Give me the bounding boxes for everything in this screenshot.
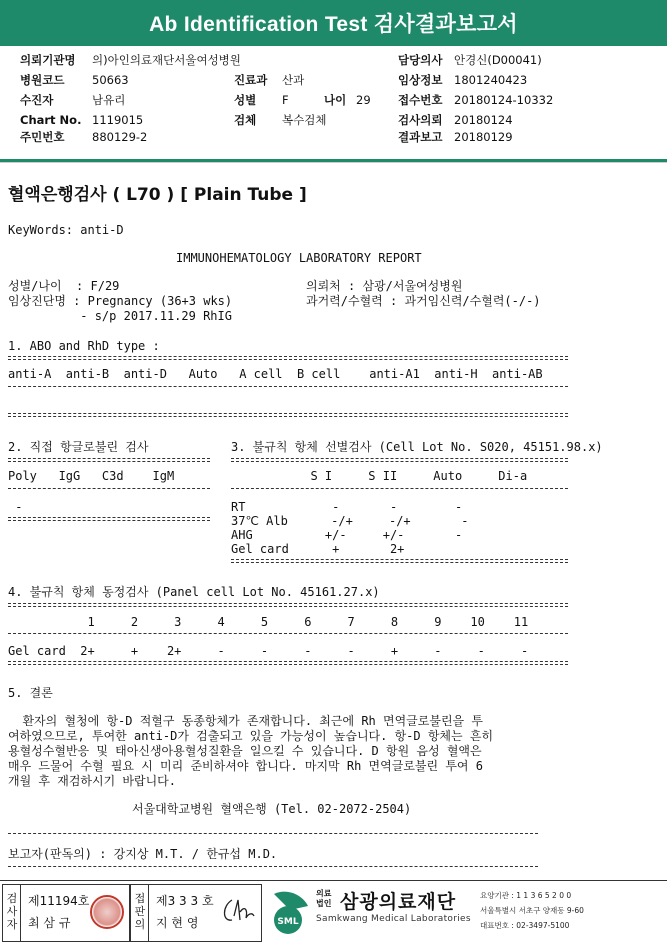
hospital-code-value: 50663 xyxy=(92,73,129,87)
conclusion-line: 환자의 혈청에 항-D 적혈구 동종항체가 존재합니다. 최근에 Rh 면역글로불린을 투 xyxy=(8,714,483,728)
s2-headers: Poly IgG C3d IgM xyxy=(8,469,175,483)
conclusion-line: 개월 후 재검하시기 바랍니다. xyxy=(8,774,177,788)
test-request xyxy=(398,113,513,127)
company-name: 삼광의료재단 xyxy=(340,891,457,913)
sex-label: 성별 xyxy=(234,93,257,107)
confirmer-license: 제3 3 3 호 xyxy=(156,894,214,908)
specimen-value: 복수검체 xyxy=(282,113,327,127)
s1-rule-top xyxy=(8,356,568,360)
conclusion-line: 여하였으므로, 투여한 anti-D가 검출되고 있을 가능성이 높습니다. 항-D 항체는 흔히 xyxy=(8,729,494,743)
section-title: 혈액은행검사 ( L70 ) [ Plain Tube ] xyxy=(8,185,307,205)
s2-rule-top xyxy=(8,458,210,462)
receipt-no xyxy=(398,93,554,107)
reporter-rule-bottom xyxy=(8,866,538,867)
s3-row-ahg: AHG +/- +/- - xyxy=(231,528,463,542)
sex-age-line: 성별/나이 : F/29 xyxy=(8,279,120,293)
confirmer-signature-icon xyxy=(218,894,256,928)
company-address: 서울특별시 서초구 양재동 9-60 xyxy=(480,906,584,915)
s3-row-rt: RT - - - xyxy=(231,500,463,514)
inspector-divider xyxy=(20,884,21,942)
s3-rule-top xyxy=(231,458,568,462)
specimen xyxy=(234,113,327,127)
age-label: 나이 xyxy=(324,93,347,107)
clinical-line: 임상진단명 : Pregnancy (36+3 wks) xyxy=(8,294,233,308)
sml-logo-text: SML xyxy=(277,917,299,927)
clinical-info-label: 임상정보 xyxy=(398,73,443,87)
company-prefix: 의료 법인 xyxy=(316,889,332,908)
s1-rule-bottom xyxy=(8,413,568,417)
s3-row-37c: 37℃ Alb -/+ -/+ - xyxy=(231,514,469,528)
age-value: 29 xyxy=(356,93,371,107)
hospital-code xyxy=(20,73,129,87)
test-request-label: 검사의뢰 xyxy=(398,113,443,127)
s2-rule-bottom xyxy=(8,517,210,521)
company-license: 요양기관 : 1 1 3 6 5 2 0 0 xyxy=(480,891,572,900)
clinical-info-value: 1801240423 xyxy=(454,73,528,87)
receipt-no-value: 20180124-10332 xyxy=(454,93,554,107)
s3-rule-bottom xyxy=(231,559,568,563)
s5-title: 5. 결론 xyxy=(8,686,53,700)
s4-rule-top xyxy=(8,603,568,607)
company-phone: 대표번호 : 02-3497-5100 xyxy=(480,921,570,930)
patient xyxy=(20,93,126,107)
confirmer-label: 접판의 xyxy=(134,892,146,931)
report-title: Ab Identification Test 검사결과보고서 xyxy=(0,0,667,46)
doctor xyxy=(398,53,542,67)
result-report xyxy=(398,130,513,144)
inspector-name: 최 삼 규 xyxy=(28,916,71,930)
resident-no xyxy=(20,130,148,144)
resident-no-value: 880129-2 xyxy=(92,130,148,144)
receipt-no-label: 접수번호 xyxy=(398,93,443,107)
conclusion-line: 매우 드물어 수혈 필요 시 미리 준비하셔야 합니다. 마지막 Rh 면역글로불린 투여 6 xyxy=(8,759,483,773)
s4-row: Gel card 2+ + 2+ - - - - + - - - xyxy=(8,644,529,658)
keywords: KeyWords: anti-D xyxy=(8,223,124,237)
clinical-line-2: - s/p 2017.11.29 RhIG xyxy=(8,309,232,323)
requesting-org xyxy=(20,53,241,67)
hospital-code-label: 병원코드 xyxy=(20,73,65,87)
s1-title: 1. ABO and RhD type : xyxy=(8,339,160,353)
s1-headers: anti-A anti-B anti-D Auto A cell B cell anti-A1 anti-H anti-AB xyxy=(8,367,543,381)
referral-line: 의뢰처 : 삼광/서울여성병원 xyxy=(306,279,463,293)
chart-no-label: Chart No. xyxy=(20,113,82,127)
patient-value: 남유리 xyxy=(92,93,126,107)
inspector-license: 제11194호 xyxy=(28,894,90,908)
clinical-info xyxy=(398,73,528,87)
chart-no xyxy=(20,113,144,127)
doctor-label: 담당의사 xyxy=(398,53,443,67)
resident-no-label: 주민번호 xyxy=(20,130,65,144)
reporter-rule-top xyxy=(8,833,538,834)
s4-headers: 1 2 3 4 5 6 7 8 9 10 11 xyxy=(8,615,529,629)
confirmer-divider xyxy=(148,884,149,942)
age xyxy=(324,93,371,107)
doctor-value: 안경신(D00041) xyxy=(454,53,542,67)
result-report-value: 20180129 xyxy=(454,130,513,144)
s2-title: 2. 직접 항글로불린 검사 xyxy=(8,440,149,454)
patient-label: 수진자 xyxy=(20,93,54,107)
department-value: 산과 xyxy=(282,73,305,87)
s2-values: - xyxy=(8,500,23,514)
s3-rule-mid xyxy=(231,488,568,489)
test-request-value: 20180124 xyxy=(454,113,513,127)
s4-rule-bottom xyxy=(8,661,568,665)
department-label: 진료과 xyxy=(234,73,268,87)
confirmer-name: 지 현 영 xyxy=(156,916,199,930)
sex xyxy=(234,93,289,107)
s1-rule-mid xyxy=(8,386,568,387)
requesting-org-label: 의뢰기관명 xyxy=(20,53,76,67)
reporter-line: 보고자(판독의) : 강지상 M.T. / 한규섭 M.D. xyxy=(8,847,278,861)
header-divider-shadow xyxy=(0,162,667,163)
chart-no-value: 1119015 xyxy=(92,113,144,127)
sml-logo-icon xyxy=(268,888,312,936)
s3-headers: S I S II Auto Di-a xyxy=(231,469,528,483)
result-report-label: 결과보고 xyxy=(398,130,443,144)
s4-title: 4. 불규칙 항체 동정검사 (Panel cell Lot No. 45161.27.x) xyxy=(8,585,380,599)
history-line: 과거력/수혈력 : 과거임신력/수혈력(-/-) xyxy=(306,294,541,308)
sex-value: F xyxy=(282,93,289,107)
conclusion-line: 용혈성수혈반응 및 태아신생아용혈성질환을 일으킬 수 있습니다. D 항원 음성 혈액은 xyxy=(8,744,482,758)
s2-rule-mid xyxy=(8,488,210,489)
inspector-seal-icon xyxy=(90,895,124,929)
s4-rule-mid xyxy=(8,633,568,634)
specimen-label: 검체 xyxy=(234,113,257,127)
company-en: Samkwang Medical Laboratories xyxy=(316,914,471,924)
s3-row-gel: Gel card + 2+ xyxy=(231,542,405,556)
department xyxy=(234,73,305,87)
s3-title: 3. 불규칙 항체 선별검사 (Cell Lot No. S020, 45151.98.x) xyxy=(231,440,603,454)
requesting-org-value: 의)아인의료재단서울여성병원 xyxy=(92,53,241,67)
hospital-line: 서울대학교병원 혈액은행 (Tel. 02-2072-2504) xyxy=(132,802,412,816)
inspector-label: 검사자 xyxy=(6,892,18,931)
lab-title: IMMUNOHEMATOLOGY LABORATORY REPORT xyxy=(176,251,422,265)
